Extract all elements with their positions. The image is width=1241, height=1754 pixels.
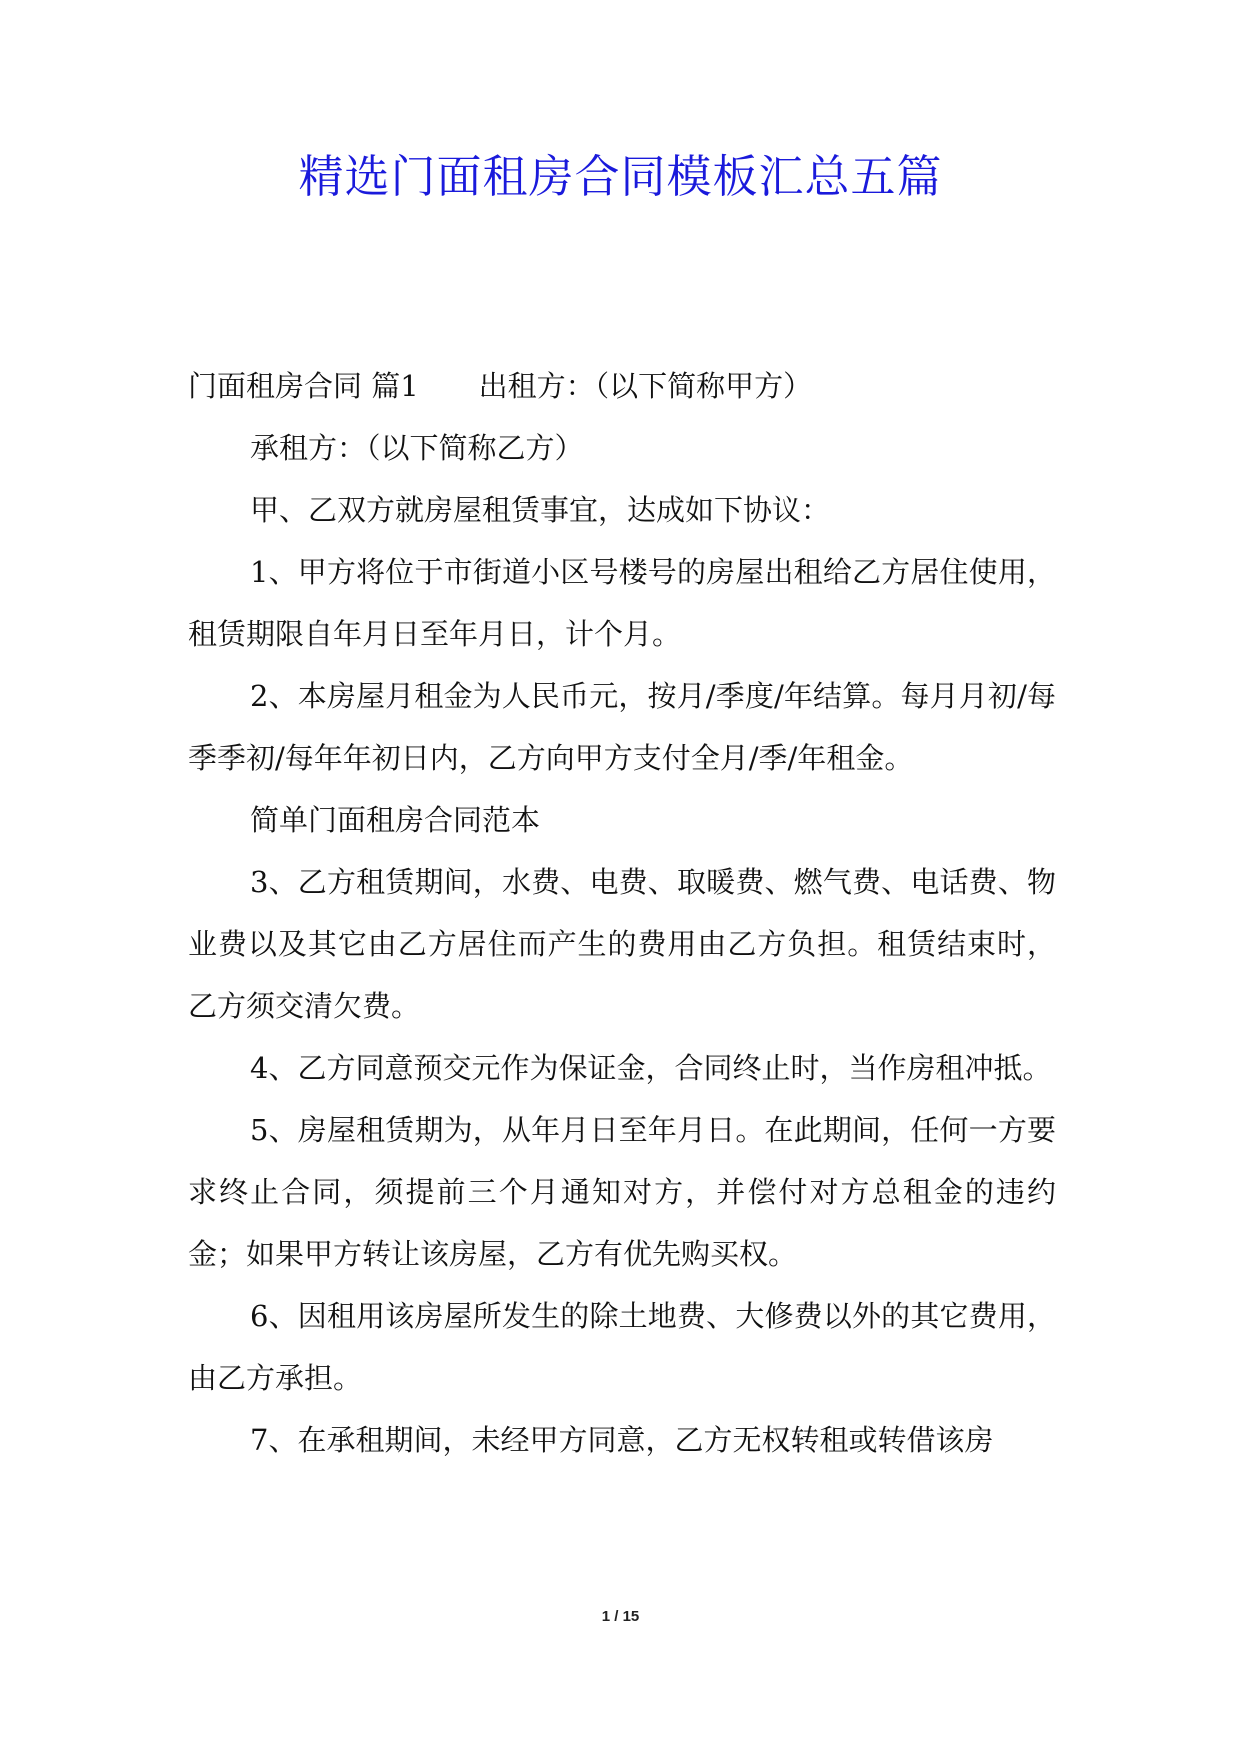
lessor-line: 出租方：（以下简称甲方） [478, 369, 813, 403]
paragraph: 2、本房屋月租金为人民币元，按月/季度/年结算。每月月初/每季季初/每年年初日内，乙方向甲方支付全月/季/年租金。 [188, 679, 1056, 775]
paragraph: 6、因租用该房屋所发生的除土地费、大修费以外的其它费用，由乙方承担。 [188, 1299, 1056, 1395]
paragraph: 1、甲方将位于市街道小区号楼号的房屋出租给乙方居住使用，租赁期限自年月日至年月日，计个月。 [188, 555, 1056, 651]
paragraph: 承租方：（以下简称乙方） [250, 431, 584, 465]
section-heading: 门面租房合同 篇1 [188, 369, 419, 403]
document-title: 精选门面租房合同模板汇总五篇 [298, 150, 943, 203]
paragraph: 4、乙方同意预交元作为保证金，合同终止时，当作房租冲抵。 [250, 1051, 1052, 1085]
page-number: 1 / 15 [601, 1608, 640, 1625]
paragraph: 简单门面租房合同范本 [250, 803, 541, 837]
paragraph: 7、在承租期间，未经甲方同意，乙方无权转租或转借该房 [250, 1423, 994, 1457]
document-body [188, 355, 1056, 1471]
paragraph-first-line [188, 355, 1056, 417]
paragraph: 3、乙方租赁期间，水费、电费、取暖费、燃气费、电话费、物业费以及其它由乙方居住而产生的费用由乙方负担。租赁结束时，乙方须交清欠费。 [188, 865, 1056, 1023]
paragraph: 5、房屋租赁期为，从年月日至年月日。在此期间，任何一方要求终止合同，须提前三个月通知对方，并偿付对方总租金的违约金；如果甲方转让该房屋，乙方有优先购买权。 [188, 1113, 1056, 1271]
paragraph: 甲、乙双方就房屋租赁事宜，达成如下协议： [250, 493, 831, 527]
